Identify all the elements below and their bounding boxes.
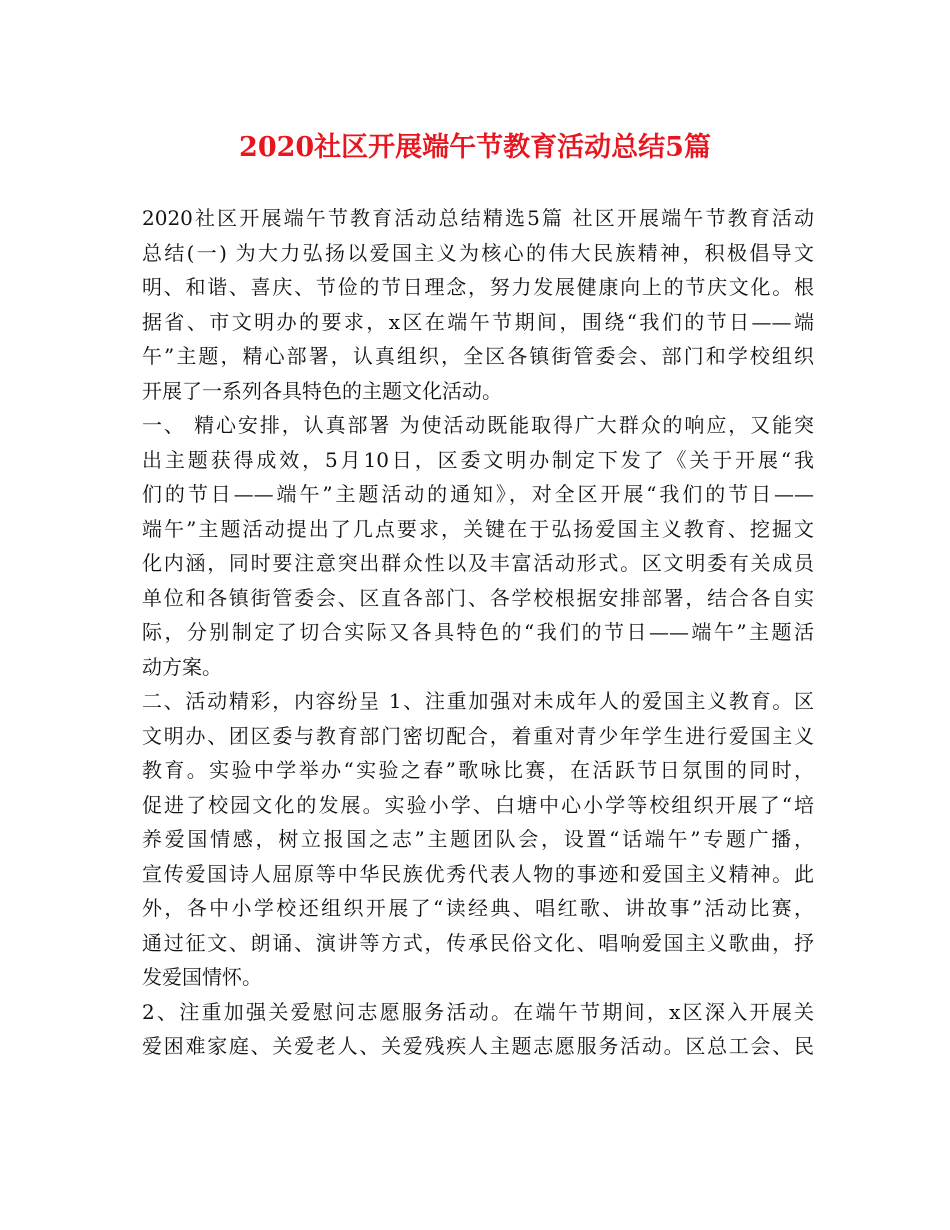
body-line: 教育。实验中学举办“实验之春”歌咏比赛，在活跃节日氛围的同时，	[142, 758, 814, 782]
body-line: 2、注重加强关爱慰问志愿服务活动。在端午节期间，x区深入开展关	[142, 999, 814, 1024]
body-line: 2020社区开展端午节教育活动总结精选5篇 社区开展端午节教育活动	[142, 206, 814, 230]
body-line: 一、 精心安排，认真部署 为使活动既能取得广大群众的响应，又能突	[142, 413, 814, 437]
body-line: 明、和谐、喜庆、节俭的节日理念，努力发展健康向上的节庆文化。根	[142, 275, 814, 299]
body-line: 动方案。	[142, 654, 222, 679]
body-line: 发爱国情怀。	[142, 965, 262, 989]
body-line: 二、活动精彩，内容纷呈 1、注重加强对未成年人的爱国主义教育。区	[142, 689, 814, 713]
body-line: 总结(一) 为大力弘扬以爱国主义为核心的伟大民族精神，积极倡导文	[142, 240, 814, 265]
body-line: 开展了一系列各具特色的主题文化活动。	[142, 378, 502, 403]
body-line: 文明办、团区委与教育部门密切配合，着重对青少年学生进行爱国主义	[142, 723, 814, 748]
body-line: 宣传爱国诗人屈原等中华民族优秀代表人物的事迹和爱国主义精神。此	[142, 861, 814, 886]
document-body	[142, 201, 814, 1064]
body-line: 促进了校园文化的发展。实验小学、白塘中心小学等校组织开展了“培	[142, 792, 814, 817]
body-line: 端午”主题活动提出了几点要求，关键在于弘扬爱国主义教育、挖掘文	[142, 516, 814, 541]
body-line: 化内涵，同时要注意突出群众性以及丰富活动形式。区文明委有关成员	[142, 551, 814, 575]
document-title: 2020社区开展端午节教育活动总结5篇	[239, 132, 711, 163]
body-line: 外，各中小学校还组织开展了“读经典、唱红歌、讲故事”活动比赛，	[142, 896, 814, 920]
body-line: 爱困难家庭、关爱老人、关爱残疾人主题志愿服务活动。区总工会、民	[142, 1034, 814, 1058]
body-line: 出主题获得成效，5月10日，区委文明办制定下发了《关于开展“我	[142, 447, 814, 472]
body-line: 单位和各镇街管委会、区直各部门、各学校根据安排部署，结合各自实	[142, 585, 814, 610]
body-line: 午”主题，精心部署，认真组织，全区各镇街管委会、部门和学校组织	[142, 344, 814, 368]
body-line: 际，分别制定了切合实际又各具特色的“我们的节日——端午”主题活	[142, 620, 814, 644]
body-line: 通过征文、朗诵、演讲等方式，传承民俗文化、唱响爱国主义歌曲，抒	[142, 930, 814, 955]
body-line: 据省、市文明办的要求，x区在端午节期间，围绕“我们的节日——端	[142, 309, 814, 334]
body-line: 养爱国情感，树立报国之志”主题团队会，设置“话端午”专题广播，	[142, 827, 814, 851]
body-line: 们的节日——端午”主题活动的通知》，对全区开展“我们的节日——	[142, 482, 814, 506]
